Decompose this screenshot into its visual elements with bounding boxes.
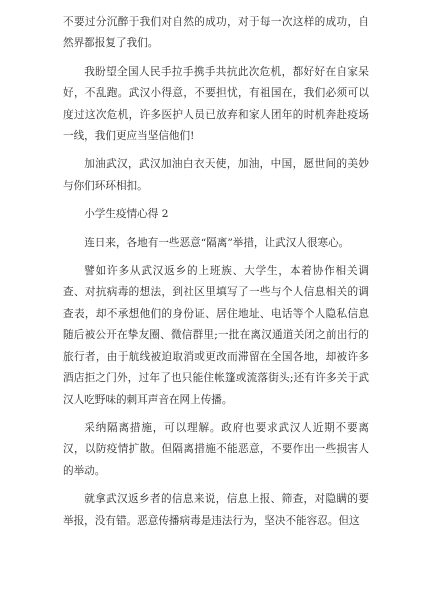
paragraph: 就拿武汉返乡者的信息来说，信息上报、筛查，对隐瞒的要举报，没有错。恶意传播病毒是违法行为，坚决不能容忍。但这 (63, 493, 369, 527)
paragraph: 采纳隔离措施，可以理解。政府也要求武汉人近期不要离汉，以防疫情扩散。但隔离措施不能恶意，不要作出一些损害人的举动。 (63, 421, 369, 477)
document-page (63, 12, 369, 532)
paragraph: 譬如许多从武汉返乡的上班族、大学生，本着协作相关调查、对抗病毒的想法，到社区里填写了一些与个人信息相关的调查表，却不承想他们的身份证、居住地址、电话等个人隐私信息随后被公开在挚友圈、微信群里;一批在离汉通道关闭之前出行的旅行者，由于航线被迫取消或更改而滞留在全国各地，却被许多酒店拒之门外，过年了也只能住帐篷或流落街头;还有许多关于武汉人吃野味的刺耳声音在网上传播。 (63, 265, 369, 406)
paragraph: 不要过分沉醉于我们对自然的成功，对于每一次这样的成功，自然界都报复了我们。 (63, 16, 369, 50)
paragraph: 加油武汉，武汉加油白衣天使，加油，中国，愿世间的美妙与你们环环相扣。 (63, 158, 369, 192)
paragraph: 连日来，各地有一些恶意“隔离”举措，让武汉人很寒心。 (84, 236, 350, 249)
paragraph: 我盼望全国人民手拉手携手共抗此次危机，都好好在自家呆好，不乱跑。武汉小得意，不要担忧，有祖国在，我们必须可以度过这次危机，许多医护人员已放弃和家人团年的时机奔赴疫场一线，我们更应当坚信他们! (63, 65, 369, 143)
section-heading: 小学生疫情心得 2 (84, 208, 169, 221)
